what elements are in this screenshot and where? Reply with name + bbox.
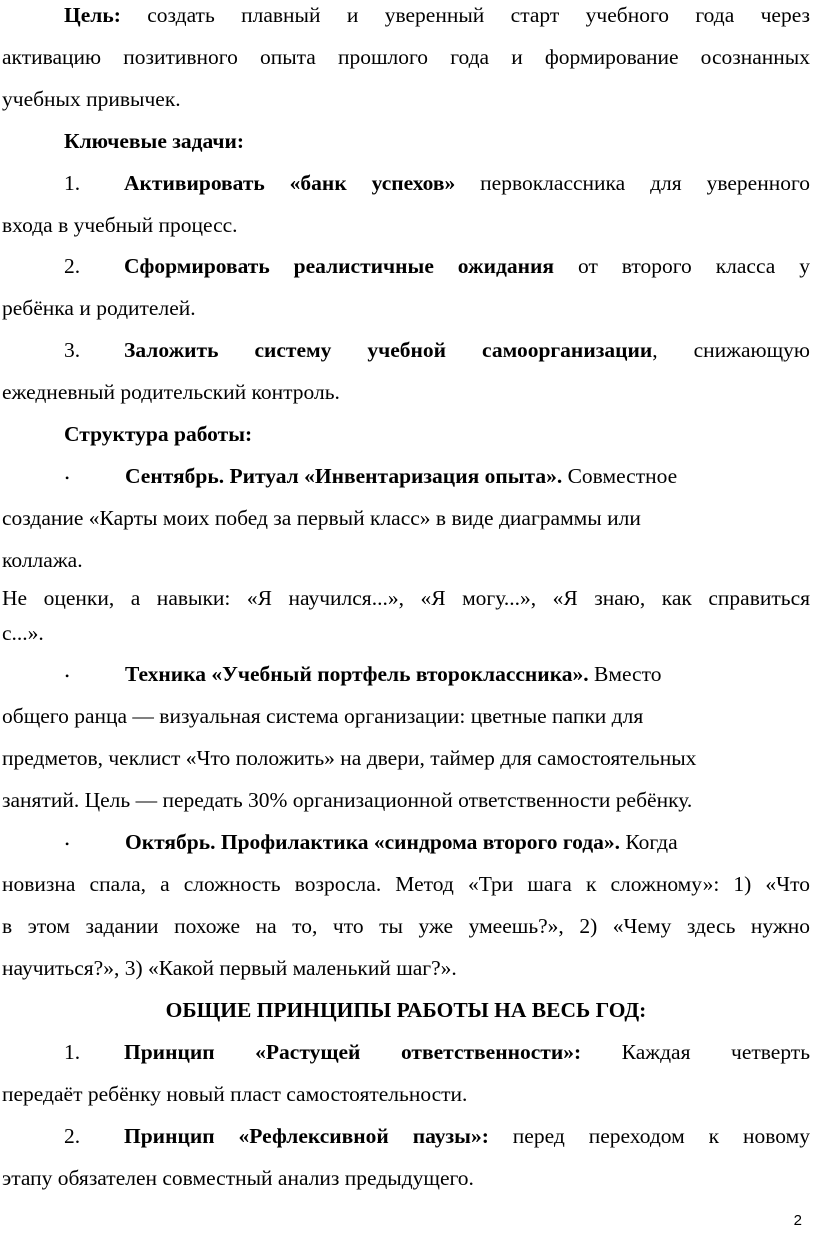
bullet-1-line-5: с...». bbox=[2, 621, 44, 645]
bullet-1-line-3: коллажа. bbox=[2, 548, 83, 572]
bullet-marker: • bbox=[65, 669, 70, 684]
bullet-2-line-4: занятий. Цель — передать 30% организационной ответственности ребёнку. bbox=[2, 788, 693, 812]
task-2-line-1: 2. Сформировать реалистичные ожидания от второго класса у bbox=[64, 254, 811, 278]
goal-line-1: Цель: создать плавный и уверенный старт учебного года через bbox=[64, 3, 811, 27]
bullet-3-line-1: • Октябрь. Профилактика «синдрома второго года». Когда bbox=[2, 827, 810, 859]
bullet-3-line-3: в этом задании похоже на то, что ты уже умеешь?», 2) «Чему здесь нужно bbox=[2, 914, 810, 938]
bullet-1-line-2: создание «Карты моих побед за первый класс» в виде диаграммы или bbox=[2, 506, 641, 530]
bullet-marker: • bbox=[65, 837, 70, 852]
task-3-line-2: ежедневный родительский контроль. bbox=[2, 380, 340, 404]
bullet-marker: • bbox=[65, 471, 70, 486]
principle-2-line-2: этапу обязателен совместный анализ предыдущего. bbox=[2, 1166, 474, 1190]
bullet-1-line-1: • Сентябрь. Ритуал «Инвентаризация опыта». Совместное bbox=[2, 461, 810, 493]
bullet-2-line-2: общего ранца — визуальная система организации: цветные папки для bbox=[2, 704, 644, 728]
task-1-line-2: входа в учебный процесс. bbox=[2, 213, 238, 237]
tasks-heading: Ключевые задачи: bbox=[64, 129, 245, 153]
bullet-1-line-4: Не оценки, а навыки: «Я научился...», «Я могу...», «Я знаю, как справиться bbox=[2, 586, 810, 610]
bullet-3-line-4: научиться?», 3) «Какой первый маленький шаг?». bbox=[2, 956, 457, 980]
principles-heading: ОБЩИЕ ПРИНЦИПЫ РАБОТЫ НА ВЕСЬ ГОД: bbox=[165, 998, 647, 1022]
structure-heading: Структура работы: bbox=[64, 422, 253, 446]
bullet-2-line-3: предметов, чеклист «Что положить» на двери, таймер для самостоятельных bbox=[2, 746, 697, 770]
page-number: 2 bbox=[793, 1212, 802, 1229]
goal-line-3: учебных привычек. bbox=[2, 87, 181, 111]
principle-1-line-1: 1. Принцип «Растущей ответственности»: Каждая четверть bbox=[64, 1040, 810, 1064]
task-2-line-2: ребёнка и родителей. bbox=[2, 296, 196, 320]
principle-2-line-1: 2. Принцип «Рефлексивной паузы»: перед переходом к новому bbox=[64, 1124, 810, 1148]
goal-label: Цель: bbox=[64, 3, 121, 27]
bullet-3-line-2: новизна спала, а сложность возросла. Метод «Три шага к сложному»: 1) «Что bbox=[2, 872, 810, 896]
goal-line-2: активацию позитивного опыта прошлого года и формирование осознанных bbox=[2, 45, 810, 69]
bullet-2-line-1: • Техника «Учебный портфель второклассника». Вместо bbox=[2, 659, 810, 691]
task-1-line-1: 1. Активировать «банк успехов» первоклассника для уверенного bbox=[64, 171, 810, 195]
principle-1-line-2: передаёт ребёнку новый пласт самостоятельности. bbox=[2, 1082, 468, 1106]
task-3-line-1: 3. Заложить систему учебной самоорганизации, снижающую bbox=[64, 338, 810, 362]
